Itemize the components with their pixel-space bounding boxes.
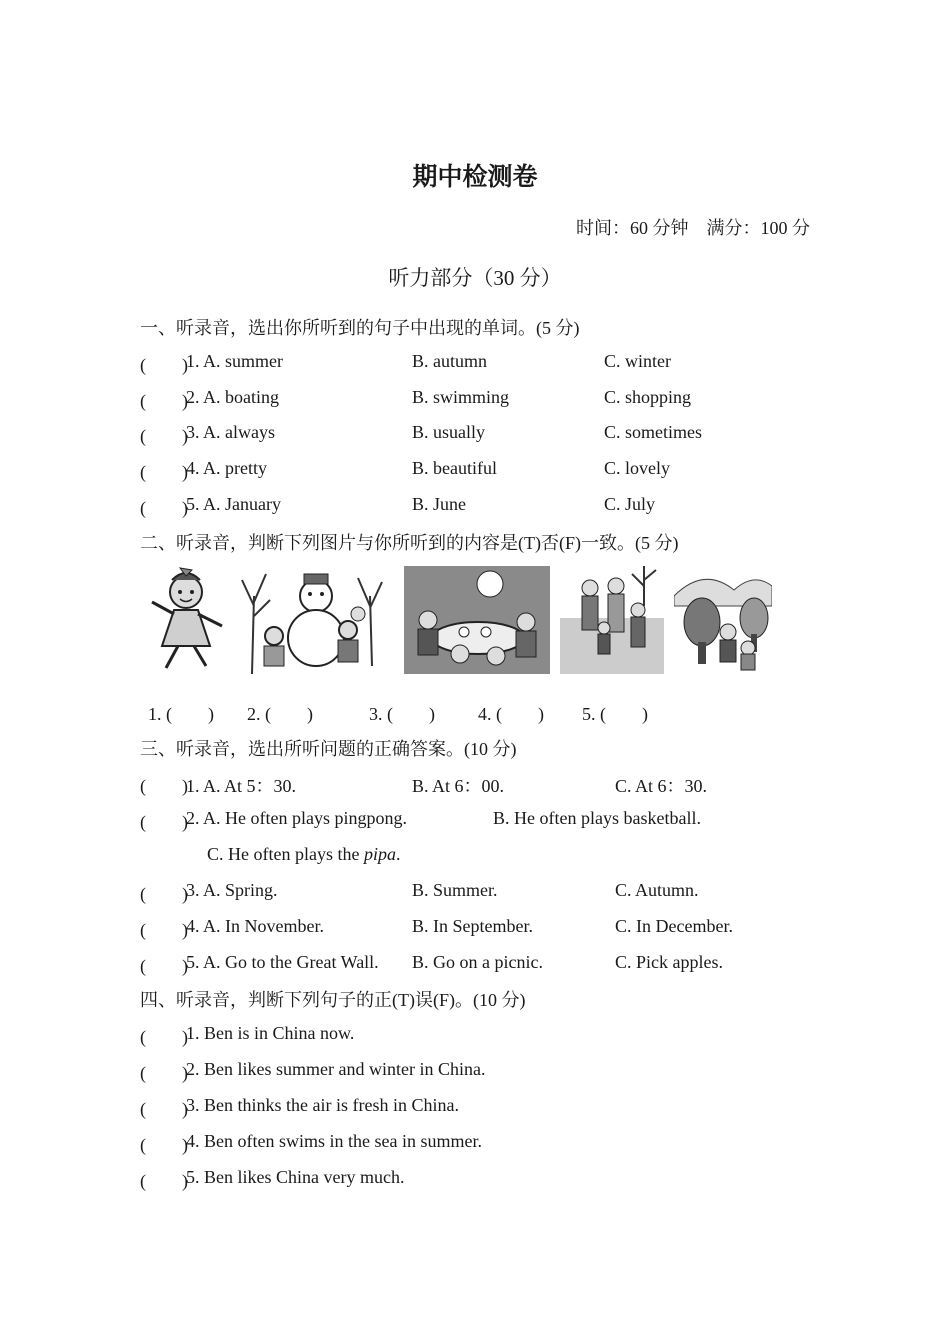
question-row [140,952,840,976]
statement-text: 3. Ben thinks the air is fresh in China. [186,1095,459,1115]
option-a: 2. A. He often plays pingpong. [186,808,407,828]
option-b: B. swimming [412,387,510,407]
option-c: C. lovely [604,458,670,478]
option-b: B. autumn [412,351,487,371]
question-row [140,494,840,518]
section-1-heading: 一、听录音，选出你所听到的句子中出现的单词。(5 分) [140,318,580,338]
option-c: C. winter [604,351,671,371]
option-a: 4. A. In November. [186,916,324,936]
answer-blank[interactable]: ( ) [140,920,188,940]
answer-blank[interactable]: ( ) [140,462,188,482]
answer-blank[interactable]: ( ) [140,426,188,446]
moon-family-picture [404,566,550,674]
option-b: B. beautiful [412,458,497,478]
answer-blank[interactable]: ( ) [140,1063,188,1083]
picture-strip [144,566,774,678]
option-a: 2. A. boating [186,387,279,407]
answer-blank[interactable]: ( ) [140,884,188,904]
answer-blank[interactable]: ( ) [140,956,188,976]
answer-blank[interactable]: ( ) [140,776,188,796]
statement-row [140,1023,840,1047]
question-row [140,458,840,482]
option-b: B. At 6：00. [412,776,505,796]
question-row [140,808,840,832]
statement-row [140,1167,840,1191]
option-b: B. He often plays basketball. [493,808,701,828]
statement-text: 5. Ben likes China very much. [186,1167,405,1187]
picture-answer-blank[interactable]: 1. ( ) [148,704,214,724]
section-2-heading: 二、听录音，判断下列图片与你所听到的内容是(T)否(F)一致。(5 分) [140,533,679,553]
picture-answer-blank[interactable]: 3. ( ) [369,704,435,724]
option-c: C. July [604,494,656,514]
option-c: C. shopping [604,387,692,407]
option-b: B. Summer. [412,880,498,900]
answer-blank[interactable]: ( ) [140,1099,188,1119]
statement-row [140,1131,840,1155]
picture-answer-blank[interactable]: 2. ( ) [247,704,313,724]
dancing-girl-picture [144,566,230,674]
statement-text: 4. Ben often swims in the sea in summer. [186,1131,482,1151]
option-a: 3. A. always [186,422,275,442]
question-row [140,422,840,446]
option-a: 3. A. Spring. [186,880,278,900]
option-a: 5. A. January [186,494,281,514]
autumn-family-picture [560,566,664,674]
answer-blank[interactable]: ( ) [140,498,188,518]
option-a: 5. A. Go to the Great Wall. [186,952,379,972]
answer-blank[interactable]: ( ) [140,1135,188,1155]
answer-blank[interactable]: ( ) [140,1027,188,1047]
picture-answer-blank[interactable]: 4. ( ) [478,704,544,724]
option-a: 1. A. At 5：30. [186,776,297,796]
picture-answer-blank[interactable]: 5. ( ) [582,704,648,724]
answer-blank[interactable]: ( ) [140,812,188,832]
picnic-picture [674,566,772,674]
answer-blank[interactable]: ( ) [140,391,188,411]
question-row [140,916,840,940]
option-c: C. In December. [615,916,733,936]
option-c: C. Pick apples. [615,952,723,972]
statement-text: 2. Ben likes summer and winter in China. [186,1059,486,1079]
option-b: B. June [412,494,466,514]
question-row [140,387,840,411]
question-row [140,351,840,375]
option-c: C. Autumn. [615,880,699,900]
statement-row [140,1059,840,1083]
statement-text: 1. Ben is in China now. [186,1023,355,1043]
snowman-picture [236,566,390,674]
option-b: B. In September. [412,916,533,936]
option-c: C. sometimes [604,422,702,442]
section-4-heading: 四、听录音，判断下列句子的正(T)误(F)。(10 分) [140,990,526,1010]
picture-answer-row [148,700,708,724]
exam-meta: 时间：60 分钟 满分：100 分 [576,218,810,238]
option-a: 1. A. summer [186,351,283,371]
option-a: 4. A. pretty [186,458,267,478]
option-c: C. He often plays the pipa. [207,844,401,864]
option-c: C. At 6：30. [615,776,708,796]
question-row-continued [140,844,840,868]
question-row [140,772,840,796]
option-b: B. Go on a picnic. [412,952,543,972]
answer-blank[interactable]: ( ) [140,355,188,375]
answer-blank[interactable]: ( ) [140,1171,188,1191]
section-3-heading: 三、听录音，选出所听问题的正确答案。(10 分) [140,739,517,759]
part-title: 听力部分（30 分） [388,266,562,290]
statement-row [140,1095,840,1119]
question-row [140,880,840,904]
option-b: B. usually [412,422,486,442]
page-title: 期中检测卷 [412,162,538,191]
